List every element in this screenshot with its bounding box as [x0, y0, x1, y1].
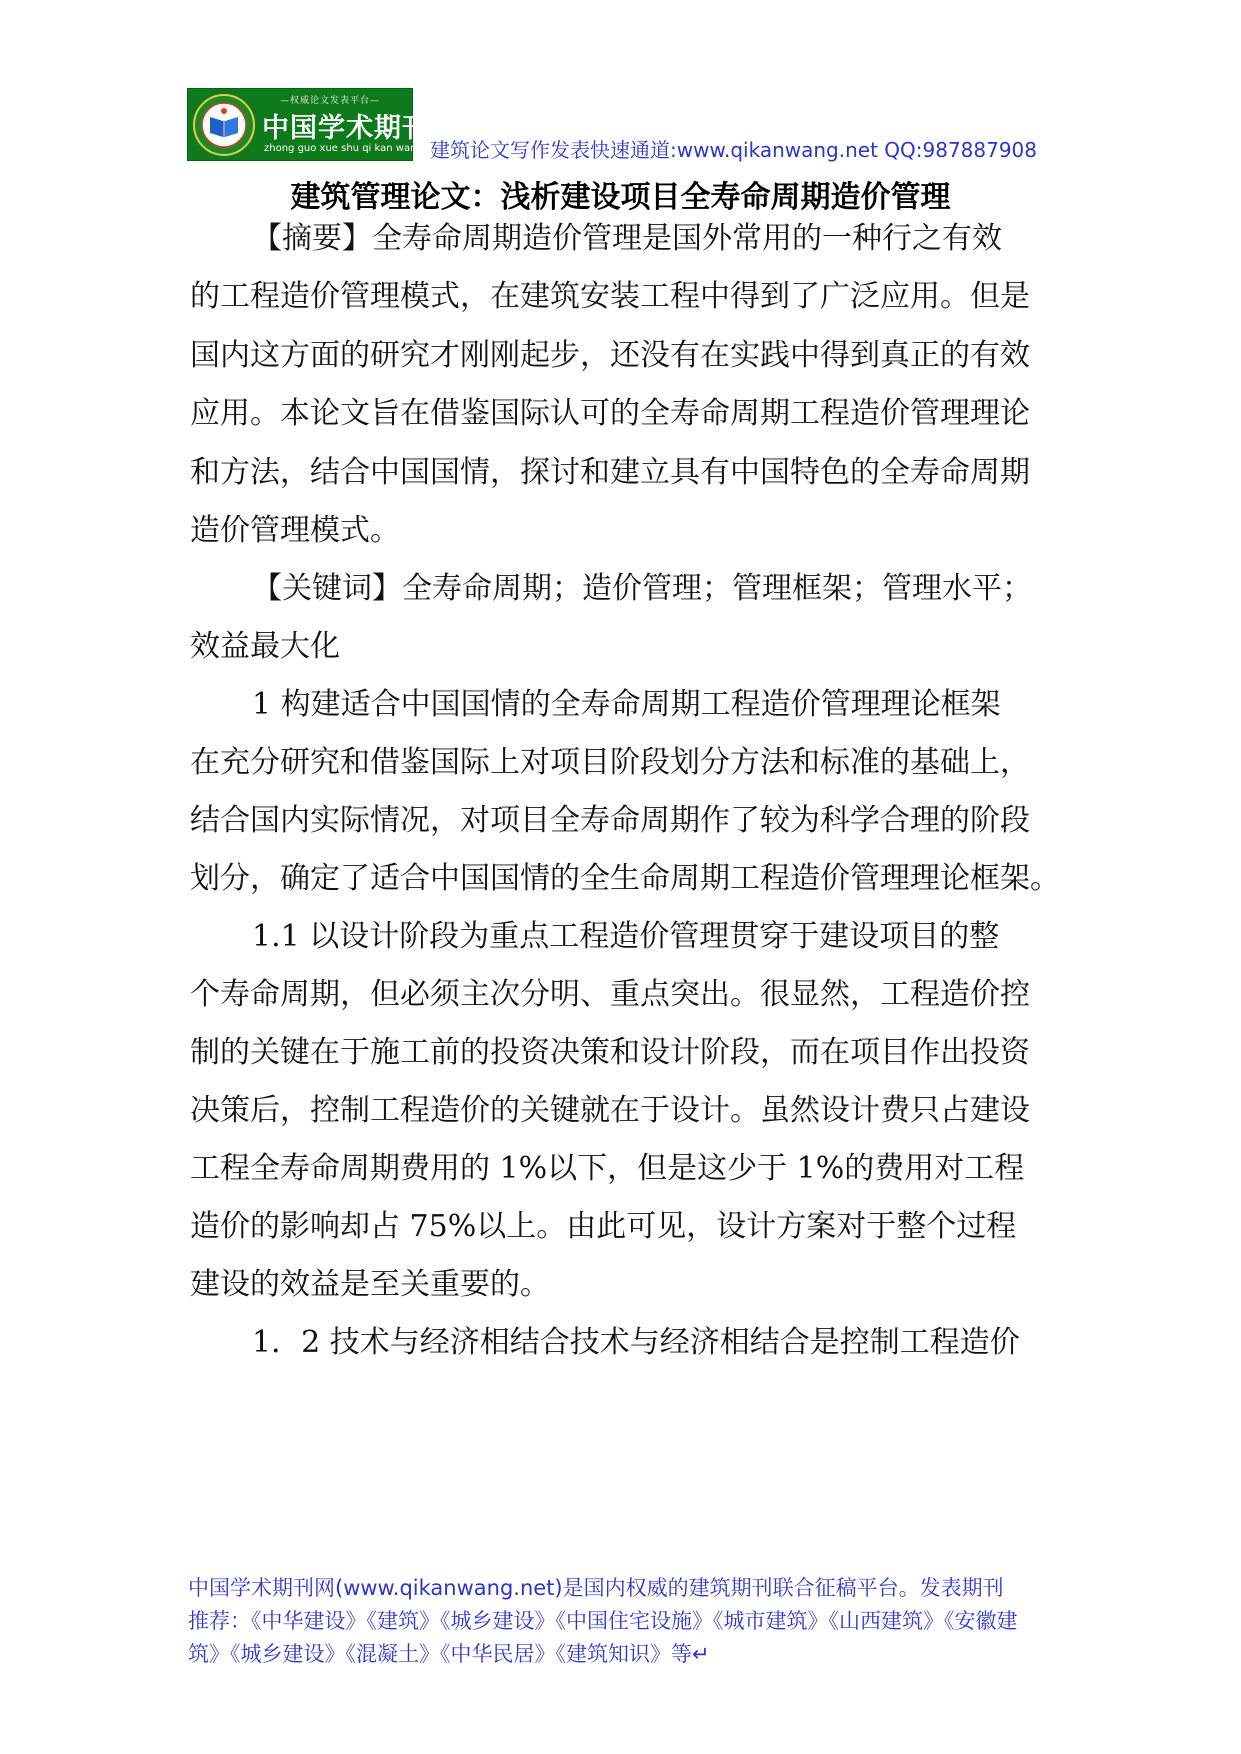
section1-line: 划分，确定了适合中国国情的全生命周期工程造价管理理论框架。	[190, 861, 1060, 896]
document-title: 建筑管理论文：浅析建设项目全寿命周期造价管理	[290, 180, 951, 215]
section1-line: 结合国内实际情况，对项目全寿命周期作了较为科学合理的阶段	[190, 803, 1030, 838]
section1-2-heading: 1．2 技术与经济相结合技术与经济相结合是控制工程造价	[252, 1325, 1020, 1360]
section1-1-line: 制的关键在于施工前的投资决策和设计阶段，而在项目作出投资	[190, 1035, 1030, 1070]
section1-1-line: 个寿命周期，但必须主次分明、重点突出。很显然，工程造价控	[190, 977, 1030, 1012]
logo-seal-icon	[192, 93, 256, 157]
keywords-line: 效益最大化	[190, 629, 340, 664]
section1-1-heading: 1.1 以设计阶段为重点工程造价管理贯穿于建设项目的整	[252, 919, 1000, 954]
abstract-line: 【摘要】全寿命周期造价管理是国外常用的一种行之有效	[252, 221, 1002, 256]
abstract-line: 和方法，结合中国国情，探讨和建立具有中国特色的全寿命周期	[190, 455, 1030, 490]
abstract-line: 的工程造价管理模式，在建筑安装工程中得到了广泛应用。但是	[190, 279, 1030, 314]
logo-pinyin: zhong guo xue shu qi kan wang	[264, 143, 423, 154]
footer-line: 中国学术期刊网(www.qikanwang.net)是国内权威的建筑期刊联合征稿平台。发表期刊	[188, 1576, 1004, 1600]
section1-1-line: 建设的效益是至关重要的。	[190, 1267, 550, 1302]
logo-name: 中国学术期刊网	[262, 113, 458, 144]
keywords-line: 【关键词】全寿命周期；造价管理；管理框架；管理水平；	[252, 571, 1032, 606]
footer-line: 推荐：《中华建设》《建筑》《城乡建设》《中国住宅设施》《城市建筑》《山西建筑》《安徽建	[188, 1609, 1018, 1633]
abstract-line: 应用。本论文旨在借鉴国际认可的全寿命周期工程造价管理理论	[190, 396, 1030, 431]
site-logo[interactable]	[187, 88, 458, 161]
section1-1-line: 工程全寿命周期费用的 1%以下，但是这少于 1%的费用对工程	[190, 1151, 1025, 1186]
section1-1-line: 造价的影响却占 75%以上。由此可见，设计方案对于整个过程	[190, 1209, 1017, 1244]
footer-line: 筑》《城乡建设》《混凝土》《中华民居》《建筑知识》等↵	[188, 1642, 710, 1666]
header-link[interactable]: 建筑论文写作发表快速通道:www.qikanwang.net QQ:987887908	[430, 138, 1038, 162]
abstract-line: 造价管理模式。	[190, 513, 400, 548]
logo-tagline: —权威论文发表平台—	[280, 96, 381, 106]
section1-1-line: 决策后，控制工程造价的关键就在于设计。虽然设计费只占建设	[190, 1093, 1030, 1128]
section1-heading: 1 构建适合中国国情的全寿命周期工程造价管理理论框架	[252, 687, 1001, 722]
abstract-line: 国内这方面的研究才刚刚起步，还没有在实践中得到真正的有效	[190, 338, 1030, 373]
footer-ad[interactable]	[188, 1572, 1068, 1671]
section1-line: 在充分研究和借鉴国际上对项目阶段划分方法和标准的基础上，	[190, 745, 1030, 780]
